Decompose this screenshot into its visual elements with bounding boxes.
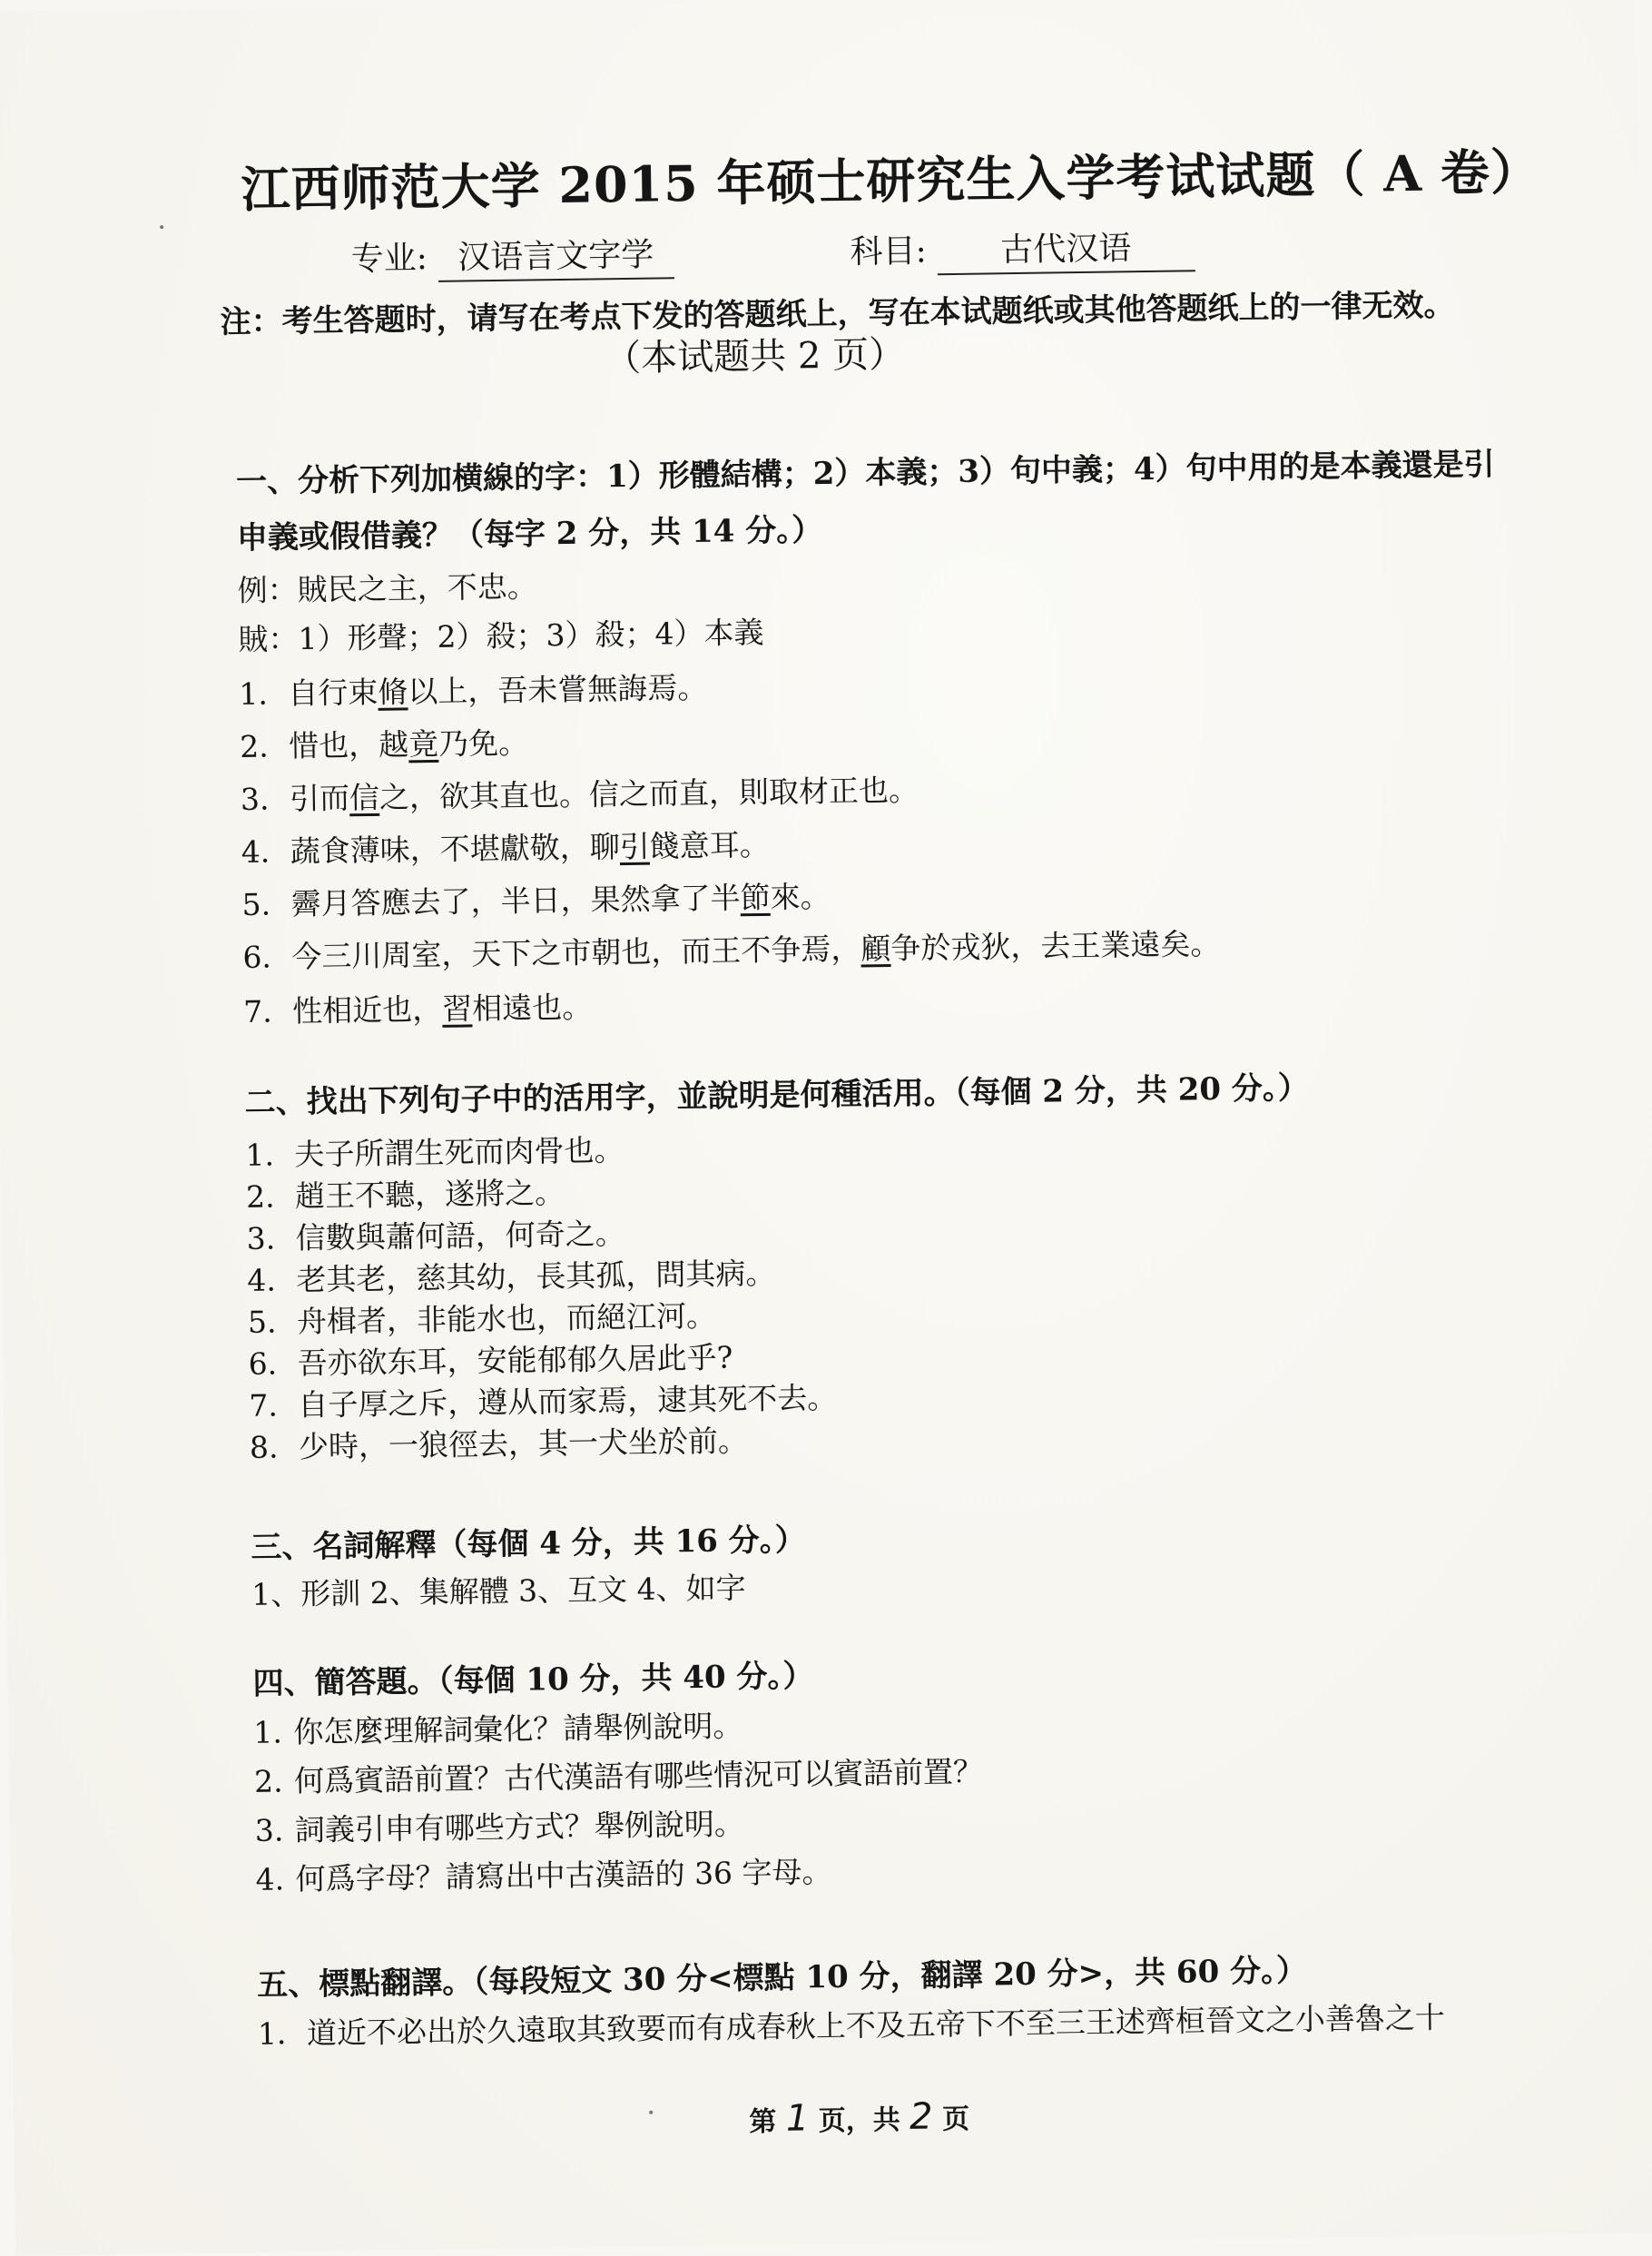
scan-speck bbox=[160, 225, 163, 229]
footer-middle: 页，共 bbox=[818, 2103, 900, 2138]
item-text: 信數與蕭何語，何奇之。 bbox=[295, 1216, 625, 1256]
underlined-char: 脩 bbox=[378, 674, 408, 710]
list-item bbox=[243, 984, 593, 1031]
list-item bbox=[245, 1127, 624, 1175]
item-number: 5. bbox=[247, 1304, 277, 1340]
notice: 注：考生答题时，请写在考点下发的答题纸上，写在本试题纸或其他答题纸上的一律无效。 bbox=[220, 287, 1455, 341]
footer-page-number: 1 bbox=[785, 2097, 810, 2140]
list-item bbox=[239, 665, 708, 714]
list-item bbox=[249, 1374, 838, 1425]
underlined-char: 習 bbox=[441, 990, 473, 1027]
item-text: 來。 bbox=[770, 878, 831, 915]
item-number: 1. bbox=[239, 675, 269, 712]
footer-total-pages: 2 bbox=[909, 2095, 933, 2138]
item-number: 7. bbox=[249, 1387, 279, 1424]
item-text: 你怎麼理解詞彙化？請舉例說明。 bbox=[293, 1708, 743, 1750]
subject-value: 古代汉语 bbox=[937, 222, 1195, 275]
list-item bbox=[242, 921, 1221, 977]
list-item bbox=[253, 1702, 743, 1752]
list-item bbox=[250, 1417, 749, 1467]
major-value: 汉语言文字学 bbox=[438, 229, 674, 282]
item-text: 霽月答應去了，半日，果然拿了半 bbox=[290, 880, 741, 922]
item-number: 2. bbox=[239, 728, 269, 764]
scan-speck bbox=[649, 2111, 653, 2114]
section1-example: 例：賊民之主，不忠。 bbox=[237, 568, 538, 608]
underlined-char: 節 bbox=[740, 879, 771, 916]
item-text: 相遠也。 bbox=[471, 989, 593, 1027]
item-text: 何爲賓語前置？古代漢語有哪些情況可以賓語前置？ bbox=[293, 1753, 984, 1799]
item-number: 4. bbox=[241, 833, 270, 870]
section3-heading: 三、名詞解釋（每個 4 分，共 16 分。） bbox=[251, 1522, 807, 1566]
major-label: 专业: bbox=[350, 240, 428, 279]
page-title: 江西师范大学 2015 年硕士研究生入学考试试题（ A 卷） bbox=[241, 142, 1541, 219]
item-text: 老其老，慈其幼，長其孤，問其病。 bbox=[296, 1255, 776, 1298]
item-text: 性相近也， bbox=[291, 990, 443, 1029]
section4-heading: 四、簡答題。（每個 10 分，共 40 分。） bbox=[252, 1658, 814, 1702]
subject-label: 科目: bbox=[850, 232, 928, 271]
item-text: 自行束 bbox=[288, 674, 379, 712]
list-item bbox=[241, 822, 770, 872]
list-item bbox=[240, 720, 529, 766]
item-text: 今三川周室，天下之市朝也，而王不争焉， bbox=[291, 931, 861, 975]
list-item bbox=[254, 1749, 984, 1801]
item-text: 之，欲其直也。信之而直，則取材正也。 bbox=[379, 772, 919, 815]
item-text: 少時，一狼徑去，其一犬坐於前。 bbox=[298, 1423, 749, 1465]
item-number: 1. bbox=[245, 1137, 275, 1173]
item-text: 自子厚之斥，遵从而家焉，逮其死不去。 bbox=[298, 1379, 838, 1424]
section5-heading: 五、標點翻譯。（每段短文 30 分<標點 10 分，翻譯 20 分>，共 60 分。） bbox=[256, 1952, 1308, 2004]
section5-item1: 1．道近不必出於久遠取其致要而有成春秋上不及五帝下不至三王述齊桓晉文之小善魯之十 bbox=[257, 1999, 1446, 2052]
item-text: 争於戎狄，去王業遠矣。 bbox=[890, 925, 1221, 966]
item-text: 舟楫者，非能水也，而絕江河。 bbox=[296, 1297, 717, 1340]
item-number: 4. bbox=[255, 1861, 285, 1897]
list-item bbox=[246, 1169, 565, 1217]
page-count: （本试题共 2 页） bbox=[604, 333, 906, 380]
item-text: 何爲字母？請寫出中古漢語的 36 字母。 bbox=[295, 1853, 832, 1897]
subject-row bbox=[850, 222, 1195, 276]
item-number: 6. bbox=[242, 939, 272, 975]
item-number: 5. bbox=[241, 886, 271, 922]
page-footer bbox=[749, 2095, 969, 2140]
footer-prefix: 第 bbox=[749, 2105, 777, 2139]
section3-terms: 1、形訓 2、集解體 3、互文 4、如字 bbox=[251, 1570, 746, 1612]
item-number: 2. bbox=[253, 1763, 283, 1799]
item-number: 4. bbox=[247, 1262, 277, 1298]
item-number: 3. bbox=[240, 781, 270, 817]
item-text: 吾亦欲东耳，安能郁郁久居此乎? bbox=[297, 1339, 733, 1382]
section1-example-answer: 賊：1）形聲；2）殺；3）殺；4）本義 bbox=[238, 614, 764, 657]
item-number: 1. bbox=[253, 1714, 283, 1750]
underlined-char: 信 bbox=[349, 779, 380, 816]
item-text: 夫子所謂生死而肉骨也。 bbox=[294, 1132, 624, 1173]
item-text: 以上，吾未嘗無誨焉。 bbox=[408, 669, 708, 710]
list-item bbox=[254, 1800, 744, 1850]
item-text: 惜也，越 bbox=[288, 726, 409, 764]
list-item bbox=[241, 873, 831, 924]
item-text: 蔬食薄味，不堪獻敬，聊 bbox=[290, 829, 621, 870]
item-number: 2. bbox=[245, 1178, 275, 1215]
major-row bbox=[350, 229, 674, 283]
item-number: 3. bbox=[254, 1812, 284, 1848]
item-number: 6. bbox=[248, 1345, 278, 1382]
item-number: 7. bbox=[242, 993, 273, 1029]
underlined-char: 顧 bbox=[860, 930, 891, 967]
item-text: 趙王不聽，遂將之。 bbox=[294, 1175, 565, 1215]
section1-heading: 一、分析下列加横線的字：1）形體結構；2）本義；3）句中義；4）句中用的是本義還是引 bbox=[235, 446, 1495, 501]
item-number: 3. bbox=[246, 1220, 276, 1256]
underlined-char: 引 bbox=[619, 828, 651, 865]
item-number: 8. bbox=[249, 1429, 279, 1465]
item-text: 乃免。 bbox=[438, 724, 529, 762]
footer-suffix: 页 bbox=[941, 2103, 970, 2136]
list-item bbox=[246, 1210, 625, 1258]
item-text: 引而 bbox=[289, 780, 350, 817]
underlined-char: 竟 bbox=[408, 725, 439, 763]
item-text: 餞意耳。 bbox=[649, 826, 770, 864]
section2-heading: 二、找出下列句子中的活用字，並說明是何種活用。（每個 2 分，共 20 分。） bbox=[244, 1069, 1310, 1121]
section1-heading-cont: 申義或假借義？（每字 2 分，共 14 分。） bbox=[236, 511, 823, 557]
list-item bbox=[255, 1848, 832, 1899]
item-text: 詞義引申有哪些方式？舉例說明。 bbox=[294, 1806, 745, 1848]
list-item bbox=[241, 767, 919, 819]
